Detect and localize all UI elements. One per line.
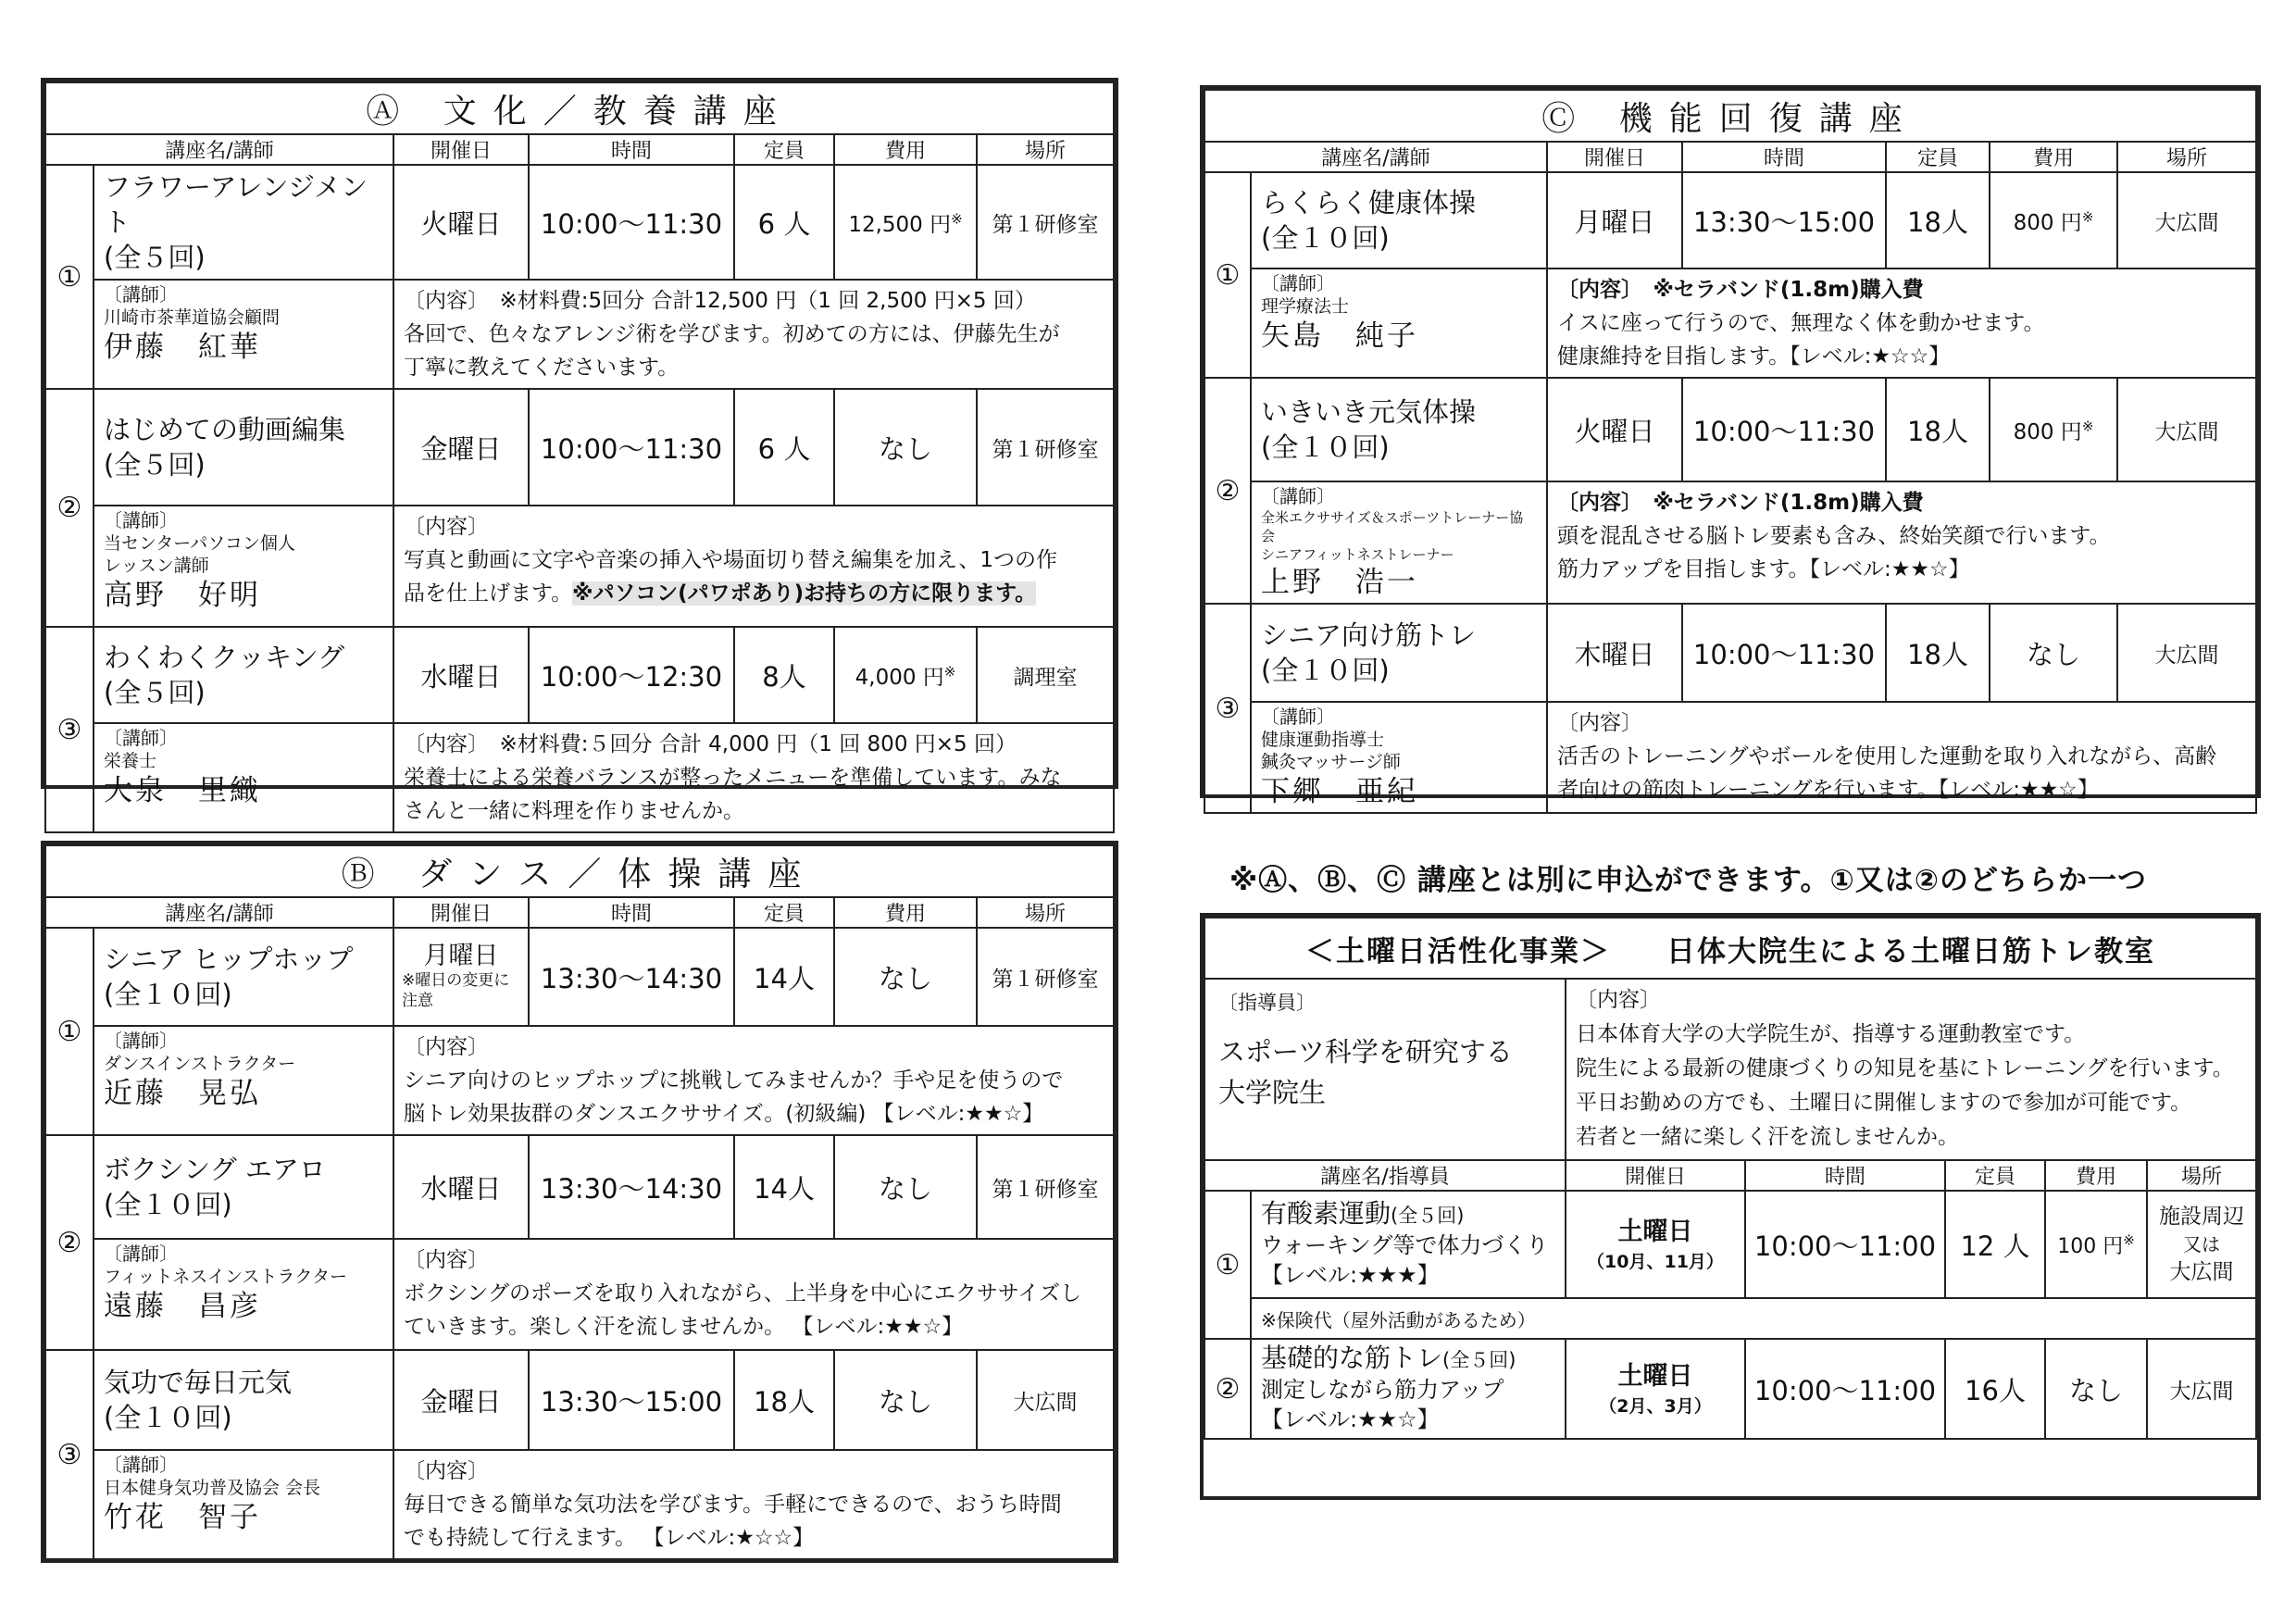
section-b-dance — [41, 841, 1118, 1563]
course-name: フラワーアレンジメント (全５回) — [94, 165, 393, 280]
section-a-title: Ⓐ 文化／教養講座 — [45, 82, 1114, 134]
course-instructor: 〔講師〕 全米エクササイズ＆スポーツトレーナー協会 シニアフィットネストレーナー 上野 浩一 — [1251, 481, 1547, 604]
saturday-title: ＜土曜日活性化事業＞ 日体大院生による土曜日筋トレ教室 — [1204, 918, 2256, 979]
header-capacity: 定員 — [1886, 142, 1990, 172]
highlight-note: ※パソコン(パワポあり)お持ちの方に限ります。 — [572, 581, 1037, 606]
course-place: 第１研修室 — [977, 165, 1114, 280]
course-day: 火曜日 — [393, 165, 529, 280]
course-name: 有酸素運動(全５回) ウォーキング等で体力づくり 【レベル:★★★】 — [1251, 1191, 1566, 1298]
course-number: ② — [1204, 378, 1251, 604]
course-number: ① — [1204, 1191, 1251, 1339]
course-fee: 12,500 円※ — [834, 165, 977, 280]
section-saturday — [1200, 913, 2261, 1500]
course-description: 〔内容〕 ※セラバンド(1.8m)購入費 頭を混乱させる脳トレ要素も含み、終始笑顔で行います。 筋力アップを目指します。【レベル:★★☆】 — [1547, 481, 2256, 604]
course-day: 金曜日 — [393, 1350, 529, 1450]
course-description: 〔内容〕 ※材料費:5回分 合計12,500 円（1 回 2,500 円×5 回） 各回で、色々なアレンジ術を学びます。初めての方には、伊藤先生が 丁寧に教えてくださいます。 — [393, 280, 1114, 389]
header-day: 開催日 — [393, 897, 529, 928]
course-place: 第１研修室 — [977, 389, 1114, 506]
course-capacity: 14人 — [734, 928, 834, 1026]
course-description: 〔内容〕 活舌のトレーニングやボールを使用した運動を取り入れながら、高齢 者向けの筋肉トレーニングを行います。【レベル:★★☆】 — [1547, 702, 2256, 813]
course-description: 〔内容〕 ※セラバンド(1.8m)購入費 イスに座って行うので、無理なく体を動かせます。 健康維持を目指します。【レベル:★☆☆】 — [1547, 269, 2256, 378]
section-a-table — [44, 81, 1115, 833]
course-capacity: 18人 — [1886, 604, 1990, 702]
saturday-table — [1204, 917, 2257, 1440]
header-course-name: 講座名/講師 — [1204, 142, 1547, 172]
course-fee: なし — [834, 928, 977, 1026]
course-description: 〔内容〕 ※材料費:５回分 合計 4,000 円（1 回 800 円×5 回） 栄養士による栄養バランスが整ったメニューを準備しています。みな さんと一緒に料理を作りませんか。 — [393, 723, 1114, 832]
course-day: 金曜日 — [393, 389, 529, 506]
header-fee: 費用 — [834, 134, 977, 165]
course-instructor: 〔講師〕 フィットネスインストラクター 遠藤 昌彦 — [94, 1239, 393, 1350]
course-time: 10:00～11:00 — [1745, 1191, 1945, 1298]
day-change-note: ※曜日の変更に注意 — [402, 971, 510, 1010]
course-name: シニア向け筋トレ (全１０回) — [1251, 604, 1547, 702]
course-time: 13:30～15:00 — [1682, 172, 1886, 269]
course-place: 大広間 — [2147, 1339, 2256, 1439]
course-day: 木曜日 — [1547, 604, 1682, 702]
course-capacity: 18人 — [1886, 172, 1990, 269]
course-description: 〔内容〕 毎日できる簡単な気功法を学びます。手軽にできるので、おうち時間 でも持続して行えます。 【レベル:★☆☆】 — [393, 1450, 1114, 1559]
course-time: 13:30～15:00 — [529, 1350, 734, 1450]
course-description: 〔内容〕 ボクシングのポーズを取り入れながら、上半身を中心にエクササイズし ていきます。楽しく汗を流しませんか。 【レベル:★★☆】 — [393, 1239, 1114, 1350]
course-time: 10:00～11:30 — [529, 165, 734, 280]
course-name: ボクシング エアロ (全１０回) — [94, 1135, 393, 1239]
course-fee: 800 円※ — [1990, 172, 2117, 269]
course-day: 月曜日 ※曜日の変更に注意 — [393, 928, 529, 1026]
course-number: ③ — [1204, 604, 1251, 813]
course-day: 水曜日 — [393, 1135, 529, 1239]
header-time: 時間 — [529, 134, 734, 165]
course-name: 基礎的な筋トレ(全５回) 測定しながら筋力アップ 【レベル:★★☆】 — [1251, 1339, 1566, 1439]
course-day: 水曜日 — [393, 627, 529, 723]
saturday-description: 〔内容〕 日本体育大学の大学院生が、指導する運動教室です。 院生による最新の健康づくりの知見を基にトレーニングを行います。 平日お勤めの方でも、土曜日に開催しますので参加が可能です。 若者と一緒に楽しく汗を流しませんか。 — [1566, 979, 2256, 1160]
course-name: わくわくクッキング (全５回) — [94, 627, 393, 723]
header-course-name: 講座名/講師 — [45, 897, 393, 928]
application-note: ※Ⓐ、Ⓑ、Ⓒ 講座とは別に申込ができます。①又は②のどちらか一つ — [1229, 864, 2147, 897]
course-capacity: 18人 — [1886, 378, 1990, 481]
course-place: 調理室 — [977, 627, 1114, 723]
course-place: 第１研修室 — [977, 928, 1114, 1026]
course-time: 10:00～12:30 — [529, 627, 734, 723]
header-day: 開催日 — [1547, 142, 1682, 172]
section-c-title: Ⓒ 機能回復講座 — [1204, 90, 2256, 142]
saturday-instructor: 〔指導員〕 スポーツ科学を研究する 大学院生 — [1204, 979, 1566, 1160]
course-place: 大広間 — [2117, 604, 2256, 702]
course-instructor: 〔講師〕 川崎市茶華道協会顧問 伊藤 紅華 — [94, 280, 393, 389]
header-fee: 費用 — [1990, 142, 2117, 172]
course-day: 土曜日 （2月、3月） — [1566, 1339, 1745, 1439]
course-place: 大広間 — [2117, 172, 2256, 269]
course-capacity: 6 人 — [734, 389, 834, 506]
course-time: 10:00～11:00 — [1745, 1339, 1945, 1439]
course-place: 大広間 — [977, 1350, 1114, 1450]
course-fee: 4,000 円※ — [834, 627, 977, 723]
course-capacity: 18人 — [734, 1350, 834, 1450]
course-number: ① — [45, 165, 94, 389]
course-fee: なし — [834, 1350, 977, 1450]
course-time: 13:30～14:30 — [529, 928, 734, 1026]
header-day: 開催日 — [1566, 1160, 1745, 1191]
course-fee: なし — [834, 389, 977, 506]
course-name: はじめての動画編集 (全５回) — [94, 389, 393, 506]
course-number: ② — [45, 389, 94, 627]
course-place: 第１研修室 — [977, 1135, 1114, 1239]
course-instructor: 〔講師〕 栄養士 大泉 里織 — [94, 723, 393, 832]
course-name: シニア ヒップホップ (全１０回) — [94, 928, 393, 1026]
course-capacity: 14人 — [734, 1135, 834, 1239]
course-capacity: 12 人 — [1945, 1191, 2045, 1298]
course-capacity: 6 人 — [734, 165, 834, 280]
insurance-note: ※保険代（屋外活動があるため） — [1251, 1298, 2256, 1339]
course-day: 土曜日 （10月、11月） — [1566, 1191, 1745, 1298]
header-place: 場所 — [977, 134, 1114, 165]
course-number: ① — [45, 928, 94, 1135]
header-time: 時間 — [1745, 1160, 1945, 1191]
course-day: 月曜日 — [1547, 172, 1682, 269]
course-name: 気功で毎日元気 (全１０回) — [94, 1350, 393, 1450]
header-fee: 費用 — [834, 897, 977, 928]
header-capacity: 定員 — [734, 897, 834, 928]
header-place: 場所 — [2147, 1160, 2256, 1191]
header-day: 開催日 — [393, 134, 529, 165]
section-c-table — [1204, 89, 2257, 814]
course-number: ② — [45, 1135, 94, 1350]
course-instructor: 〔講師〕 日本健身気功普及協会 会長 竹花 智子 — [94, 1450, 393, 1559]
course-number: ③ — [45, 1350, 94, 1559]
course-fee: なし — [2045, 1339, 2147, 1439]
course-capacity: 8人 — [734, 627, 834, 723]
section-a-culture — [41, 78, 1118, 823]
course-number: ② — [1204, 1339, 1251, 1439]
course-capacity: 16人 — [1945, 1339, 2045, 1439]
header-course-name: 講座名/指導員 — [1204, 1160, 1566, 1191]
course-number: ③ — [45, 627, 94, 832]
header-capacity: 定員 — [734, 134, 834, 165]
course-description: 〔内容〕 シニア向けのヒップホップに挑戦してみませんか？手や足を使うので 脳トレ効果抜群のダンスエクササイズ。(初級編) 【レベル:★★☆】 — [393, 1026, 1114, 1135]
course-place: 大広間 — [2117, 378, 2256, 481]
header-capacity: 定員 — [1945, 1160, 2045, 1191]
course-day: 火曜日 — [1547, 378, 1682, 481]
course-instructor: 〔講師〕 当センターパソコン個人 レッスン講師 高野 好明 — [94, 506, 393, 627]
course-time: 10:00～11:30 — [1682, 604, 1886, 702]
course-instructor: 〔講師〕 健康運動指導士 鍼灸マッサージ師 下郷 亜紀 — [1251, 702, 1547, 813]
header-fee: 費用 — [2045, 1160, 2147, 1191]
header-place: 場所 — [977, 897, 1114, 928]
course-time: 10:00～11:30 — [1682, 378, 1886, 481]
header-time: 時間 — [1682, 142, 1886, 172]
course-fee: 800 円※ — [1990, 378, 2117, 481]
course-fee: なし — [834, 1135, 977, 1239]
course-name: らくらく健康体操 (全１０回) — [1251, 172, 1547, 269]
course-instructor: 〔講師〕 理学療法士 矢島 純子 — [1251, 269, 1547, 378]
header-course-name: 講座名/講師 — [45, 134, 393, 165]
section-c-rehab — [1200, 85, 2261, 808]
header-time: 時間 — [529, 897, 734, 928]
header-place: 場所 — [2117, 142, 2256, 172]
course-time: 13:30～14:30 — [529, 1135, 734, 1239]
course-description: 〔内容〕 写真と動画に文字や音楽の挿入や場面切り替え編集を加え、1つの作 品を仕上げます。※パソコン(パワポあり)お持ちの方に限ります。 — [393, 506, 1114, 627]
course-place: 施設周辺 又は 大広間 — [2147, 1191, 2256, 1298]
course-fee: なし — [1990, 604, 2117, 702]
section-b-table — [44, 844, 1115, 1560]
course-time: 10:00～11:30 — [529, 389, 734, 506]
section-b-title: Ⓑ ダンス／体操講座 — [45, 845, 1114, 897]
course-fee: 100 円※ — [2045, 1191, 2147, 1298]
course-name: いきいき元気体操 (全１０回) — [1251, 378, 1547, 481]
course-instructor: 〔講師〕 ダンスインストラクター 近藤 晃弘 — [94, 1026, 393, 1135]
course-number: ① — [1204, 172, 1251, 378]
